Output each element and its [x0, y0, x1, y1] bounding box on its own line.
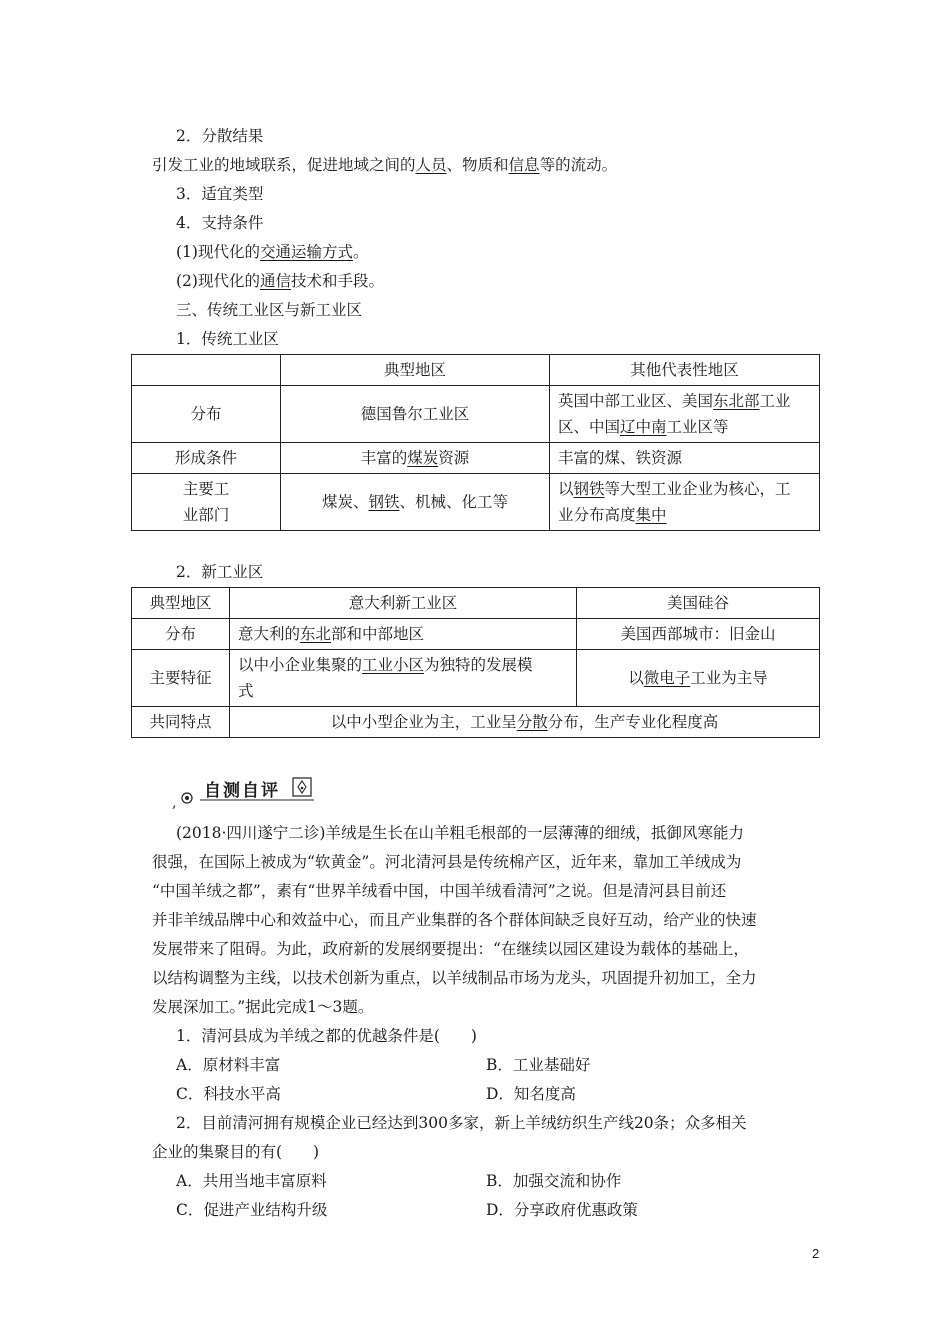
heading-suitable-types: 3．适宜类型 [176, 185, 264, 203]
section-title-industrial-regions: 三、传统工业区与新工业区 [176, 301, 363, 319]
question-2-option-b: B．加强交流和协作 [486, 1172, 622, 1190]
table-cell: 德国鲁尔工业区 [281, 386, 550, 443]
passage-line: 很强，在国际上被成为“软黄金”。河北清河县是传统棉产区，近年来，靠加工羊绒成为 [152, 853, 742, 871]
question-1-option-d: D．知名度高 [486, 1085, 576, 1103]
heading-new-region: 2．新工业区 [176, 563, 264, 581]
table-header: 典型地区 [281, 355, 550, 386]
table-row [132, 355, 820, 386]
table-row [132, 707, 820, 738]
heading-traditional-region: 1．传统工业区 [176, 330, 279, 348]
table-cell: 英国中部工业区、美国东北部工业 区、中国辽中南工业区等 [550, 386, 820, 443]
table-row [132, 650, 820, 707]
heading-dispersion-result: 2．分散结果 [176, 127, 264, 145]
new-region-table [131, 587, 820, 738]
table-cell: 意大利的东北部和中部地区 [230, 619, 577, 650]
passage-line: 并非羊绒品牌中心和效益中心，而且产业集群的各个群体间缺乏良好互动，给产业的快速 [152, 911, 757, 929]
table-cell: 丰富的煤、铁资源 [550, 443, 820, 474]
row-label: 形成条件 [132, 443, 281, 474]
passage-line: “中国羊绒之都”，素有“世界羊绒看中国，中国羊绒看清河”之说。但是清河县目前还 [152, 882, 727, 900]
banner-title: 自测自评 [204, 781, 280, 801]
row-label: 主要工 业部门 [132, 474, 281, 531]
row-label: 分布 [132, 619, 230, 650]
traditional-region-table [131, 354, 820, 531]
passage-line: (2018·四川遂宁二诊)羊绒是生长在山羊粗毛根部的一层薄薄的细绒，抵御风寒能力 [176, 824, 744, 842]
banner-prefix: , [172, 795, 177, 811]
page-number: 2 [812, 1246, 820, 1261]
question-1-stem: 1．清河县成为羊绒之都的优越条件是( ) [176, 1027, 477, 1045]
table-cell: 美国西部城市：旧金山 [577, 619, 820, 650]
row-label: 共同特点 [132, 707, 230, 738]
target-icon [180, 791, 202, 805]
pen-icon [292, 777, 312, 797]
table-cell [132, 355, 281, 386]
passage-line: 发展深加工。”据此完成1～3题。 [152, 998, 374, 1016]
table-cell: 以微电子工业为主导 [577, 650, 820, 707]
table-row [132, 588, 820, 619]
question-1-option-c: C．科技水平高 [176, 1085, 281, 1103]
question-1-option-a: A．原材料丰富 [176, 1056, 281, 1074]
question-2-stem-cont: 企业的集聚目的有( ) [152, 1143, 320, 1161]
table-row [132, 474, 820, 531]
dispersion-result-text: 引发工业的地域联系，促进地域之间的人员、物质和信息等的流动。 [152, 156, 618, 174]
question-2-option-c: C．促进产业结构升级 [176, 1201, 328, 1219]
passage-line: 以结构调整为主线，以技术创新为重点，以羊绒制品市场为龙头，巩固提升初加工，全力 [152, 969, 757, 987]
heading-support-conditions: 4．支持条件 [176, 214, 264, 232]
row-label: 分布 [132, 386, 281, 443]
table-header: 美国硅谷 [577, 588, 820, 619]
question-1-option-b: B．工业基础好 [486, 1056, 591, 1074]
table-cell: 以中小型企业为主，工业呈分散分布，生产专业化程度高 [230, 707, 820, 738]
table-header: 典型地区 [132, 588, 230, 619]
banner-underline [200, 797, 314, 803]
table-cell: 以中小企业集聚的工业小区为独特的发展模 式 [230, 650, 577, 707]
table-row [132, 443, 820, 474]
table-row [132, 386, 820, 443]
support-item-1: (1)现代化的交通运输方式。 [176, 243, 369, 261]
row-label: 主要特征 [132, 650, 230, 707]
table-cell: 以钢铁等大型工业企业为核心，工 业分布高度集中 [550, 474, 820, 531]
table-header: 意大利新工业区 [230, 588, 577, 619]
table-header: 其他代表性地区 [550, 355, 820, 386]
question-2-option-d: D．分享政府优惠政策 [486, 1201, 638, 1219]
support-item-2: (2)现代化的通信技术和手段。 [176, 272, 384, 290]
question-2-option-a: A．共用当地丰富原料 [176, 1172, 327, 1190]
table-row [132, 619, 820, 650]
table-cell: 丰富的煤炭资源 [281, 443, 550, 474]
table-cell: 煤炭、钢铁、机械、化工等 [281, 474, 550, 531]
passage-line: 发展带来了阻碍。为此，政府新的发展纲要提出：“在继续以园区建设为载体的基础上， [152, 940, 749, 958]
question-2-stem: 2．目前清河拥有规模企业已经达到300多家，新上羊绒纺织生产线20条；众多相关 [176, 1114, 747, 1132]
